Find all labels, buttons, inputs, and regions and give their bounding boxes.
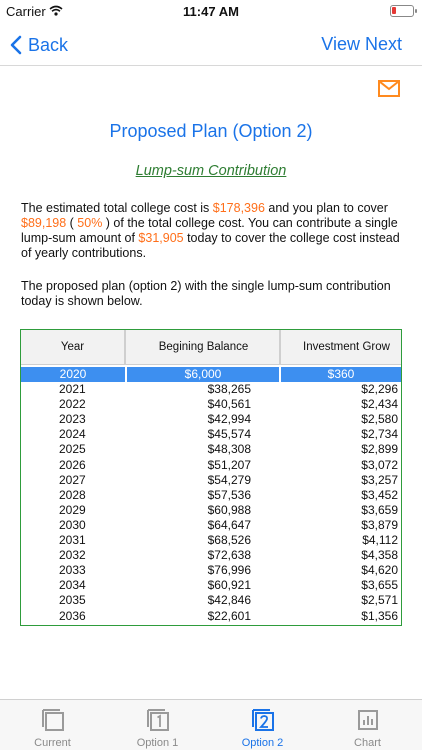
cell-year: 2021 <box>59 382 86 397</box>
cell-year: 2036 <box>59 608 86 623</box>
back-button[interactable] <box>10 32 68 58</box>
cell-year: 2026 <box>59 457 86 472</box>
cell-investment-growth: $4,358 <box>361 548 398 563</box>
cell-year: 2033 <box>59 563 86 578</box>
carrier-label: Carrier <box>6 4 46 19</box>
cell-investment-growth: $3,879 <box>361 517 398 532</box>
column-divider <box>125 367 127 382</box>
cell-investment-growth: $4,620 <box>361 563 398 578</box>
cost-summary-paragraph <box>21 201 405 261</box>
cell-year: 2025 <box>59 442 86 457</box>
cell-investment-growth: $3,659 <box>361 502 398 517</box>
cell-beginning-balance: $60,921 <box>207 578 251 593</box>
status-bar <box>0 0 422 24</box>
cell-investment-growth: $2,296 <box>361 382 398 397</box>
table-row-selected[interactable] <box>21 367 401 382</box>
cell-investment-growth: $4,112 <box>362 533 398 548</box>
summary-text: ) of the total college cost. You can contribute a single lump-sum amount of <box>21 216 398 245</box>
status-time: 11:47 AM <box>183 4 239 19</box>
column-header-year[interactable]: Year <box>21 330 126 365</box>
cell-year: 2029 <box>59 502 86 517</box>
page-subtitle: Lump-sum Contribution <box>135 163 287 179</box>
cell-beginning-balance: $42,994 <box>207 412 251 427</box>
mail-icon[interactable] <box>378 80 400 97</box>
cell-investment-growth: $2,734 <box>361 427 398 442</box>
cell-year: 2034 <box>59 578 86 593</box>
cell-beginning-balance: $72,638 <box>207 548 251 563</box>
cell-beginning-balance: $42,846 <box>207 593 251 608</box>
cell-investment-growth: $3,452 <box>361 487 398 502</box>
cell-investment-growth: $1,356 <box>361 608 398 623</box>
table-row[interactable] <box>21 382 401 397</box>
summary-text: today to cover the college cost instead of yearly contributions. <box>21 231 400 260</box>
cell-investment-growth: $3,655 <box>361 578 398 593</box>
column-divider <box>279 367 281 382</box>
lump-sum-value: $31,905 <box>138 231 184 245</box>
cell-beginning-balance: $45,574 <box>207 427 251 442</box>
column-header-beginning-balance[interactable]: Begining Balance <box>128 330 281 365</box>
cell-year: 2020 <box>59 367 87 381</box>
total-cost-value: $178,396 <box>212 201 265 215</box>
tab-current[interactable] <box>0 700 105 750</box>
column-header-investment-growth[interactable]: Investment Grow <box>303 341 390 353</box>
tab-chart[interactable] <box>315 700 420 750</box>
tab-option-2[interactable] <box>210 700 315 750</box>
cell-investment-growth: $3,072 <box>361 457 398 472</box>
cell-beginning-balance: $76,996 <box>207 563 251 578</box>
cell-investment-growth: $2,571 <box>361 593 398 608</box>
option-1-icon <box>146 708 170 732</box>
cell-beginning-balance: $38,265 <box>207 382 251 397</box>
view-next-button[interactable]: View Next <box>321 34 402 54</box>
summary-text: and you plan to cover <box>264 201 388 215</box>
cover-amount-value: $89,198 <box>21 216 67 230</box>
cell-year: 2031 <box>59 533 86 548</box>
table-row[interactable] <box>21 578 401 593</box>
chevron-left-icon <box>10 35 22 55</box>
chart-icon <box>356 708 380 732</box>
cell-year: 2022 <box>59 397 86 412</box>
battery-icon <box>390 5 414 17</box>
table-row[interactable] <box>21 518 401 533</box>
table-row[interactable] <box>21 593 401 608</box>
table-row[interactable] <box>21 548 401 563</box>
cell-beginning-balance: $22,601 <box>207 608 251 623</box>
table-row[interactable] <box>21 503 401 518</box>
cell-year: 2024 <box>59 427 86 442</box>
cell-investment-growth: $360 <box>327 367 355 381</box>
option-2-icon <box>251 708 275 732</box>
cell-year: 2035 <box>59 593 86 608</box>
plan-description-paragraph: The proposed plan (option 2) with the single lump-sum contribution today is shown below. <box>21 279 391 308</box>
table-row[interactable] <box>21 533 401 548</box>
cover-percent-value: 50% <box>77 216 103 230</box>
table-header <box>21 330 401 365</box>
table-row[interactable] <box>21 412 401 427</box>
tab-option-1[interactable] <box>105 700 210 750</box>
cell-beginning-balance: $64,647 <box>207 517 251 532</box>
cell-beginning-balance: $54,279 <box>207 472 251 487</box>
cell-investment-growth: $2,899 <box>361 442 398 457</box>
cell-investment-growth: $2,580 <box>361 412 398 427</box>
table-row[interactable] <box>21 397 401 412</box>
tab-option-1-label: Option 1 <box>136 737 179 749</box>
cell-year: 2023 <box>59 412 86 427</box>
cell-year: 2032 <box>59 548 86 563</box>
cell-beginning-balance: $60,988 <box>207 502 251 517</box>
table-row[interactable] <box>21 563 401 578</box>
table-row[interactable] <box>21 609 401 624</box>
navigation-bar <box>0 24 422 66</box>
tab-current-label: Current <box>34 737 71 749</box>
cell-beginning-balance: $48,308 <box>207 442 251 457</box>
cell-beginning-balance: $51,207 <box>207 457 251 472</box>
cell-beginning-balance: $40,561 <box>207 397 251 412</box>
cell-beginning-balance: $57,536 <box>207 487 251 502</box>
cell-year: 2030 <box>59 517 86 532</box>
tab-bar <box>0 699 422 750</box>
cell-year: 2027 <box>59 472 86 487</box>
table-row[interactable] <box>21 473 401 488</box>
cell-beginning-balance: $68,526 <box>207 533 251 548</box>
current-icon <box>41 708 65 732</box>
table-body <box>21 367 401 624</box>
cell-investment-growth: $3,257 <box>361 472 398 487</box>
tab-chart-label: Chart <box>354 737 381 749</box>
cell-beginning-balance: $6,000 <box>184 367 222 381</box>
back-label: Back <box>28 34 69 55</box>
plan-table[interactable] <box>20 329 402 626</box>
table-row[interactable] <box>21 427 401 442</box>
cell-year: 2028 <box>59 487 86 502</box>
tab-option-2-label: Option 2 <box>241 737 284 749</box>
summary-text: The estimated total college cost is <box>21 201 213 215</box>
page-title: Proposed Plan (Option 2) <box>109 121 313 141</box>
table-row[interactable] <box>21 458 401 473</box>
table-row[interactable] <box>21 488 401 503</box>
table-row[interactable] <box>21 442 401 457</box>
summary-text: ( <box>66 216 78 230</box>
cell-investment-growth: $2,434 <box>361 397 398 412</box>
